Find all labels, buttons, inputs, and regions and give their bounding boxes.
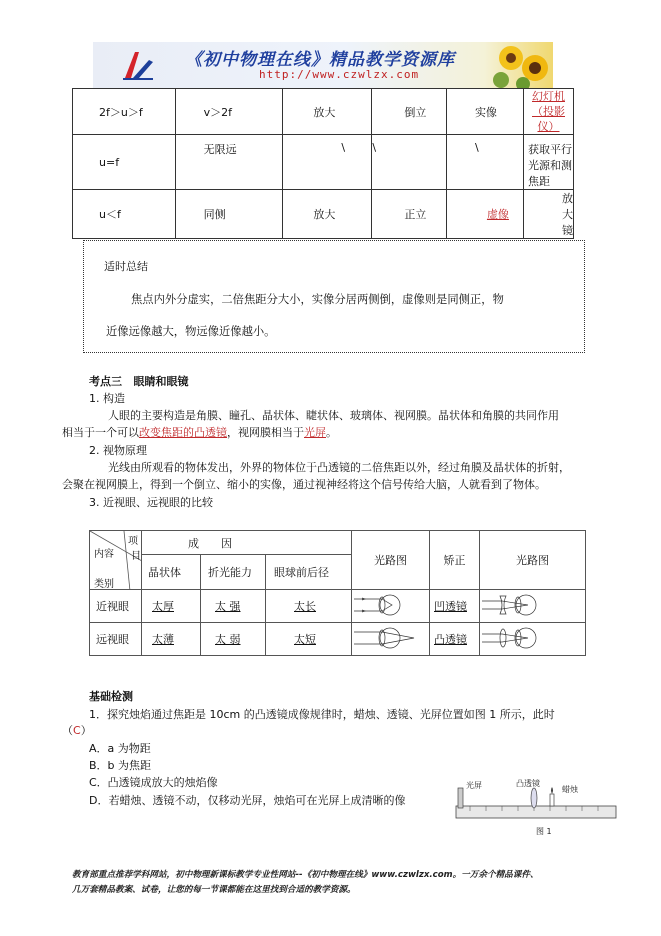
table-row [90,623,586,656]
table-cell [480,623,586,656]
figure-caption: 图 1 [536,827,552,836]
figure-label-screen: 光屏 [466,781,482,790]
answer-text: 太长 [294,600,316,613]
site-banner [93,42,553,88]
table-row [73,89,574,135]
header-cell: 晶状体 [142,555,201,590]
summary-line: 近像远像越大，物远像近像越小。 [106,325,276,338]
diagonal-header-cell [90,531,142,590]
table-cell: 近视眼 [90,590,142,623]
quiz-heading: 基础检测 [89,690,133,703]
option-b: B．b 为焦距 [89,759,152,772]
table-cell: 远视眼 [90,623,142,656]
answer-text: 凹透镜 [434,600,467,613]
table-cell: 获取平行光源和测焦距 [524,135,574,190]
answer-text: 光屏 [304,426,326,439]
figure-label-candle: 蜡烛 [562,785,578,794]
section-name: 眼睛和眼镜 [133,375,189,388]
table-cell: 正立 [372,190,447,239]
table-cell: 放大镜 [524,190,574,239]
header-cell: 成 因 [142,531,352,555]
figure-1 [450,778,620,838]
table-cell [352,590,430,623]
subheading: 1. 构造 [89,392,125,405]
footer-line: 几万套精品教案、试卷，让您的每一节课都能在这里找到合适的教学资源。 [72,885,356,895]
figure-label-lens: 凸透镜 [516,779,540,788]
answer-text: （投影仪） [532,105,565,133]
header-cell: 眼球前后径 [266,555,352,590]
banner-title: 《初中物理在线》精品教学资源库 [185,50,455,70]
lens-imaging-table [72,88,574,239]
label: 项 [128,536,138,547]
option-a: A．a 为物距 [89,742,151,755]
table-cell [480,590,586,623]
table-cell: 2f＞u＞f [73,89,176,135]
summary-line: 焦点内外分虚实，二倍焦距分大小，实像分居两侧倒，虚像则是同侧正，物 [131,293,504,306]
logo-icon [121,48,155,82]
answer-text: 太 强 [215,600,241,613]
table-cell: 实像 [446,89,523,135]
table-cell: \ [283,135,372,190]
sunflower-icon [491,44,551,88]
answer-text: C [73,724,81,737]
answer-text: 太薄 [152,633,174,646]
answer-line [62,722,92,738]
option-d: D．若蜡烛、透镜不动，仅移动光屏，烛焰可在光屏上成清晰的像 [89,794,406,807]
table-cell: \ [446,135,523,190]
text: ，视网膜相当于 [227,426,304,439]
table-cell: 放大 [283,190,372,239]
table-row [90,590,586,623]
paragraph-line [62,424,337,440]
table-cell [524,89,574,135]
hyperopia-ray-diagram [352,627,424,649]
eye-comparison-table [89,530,586,656]
table-row [90,531,586,555]
question-text: 1．探究烛焰通过焦距是 10cm 的凸透镜成像规律时，蜡烛、透镜、光屏位置如图 1 所示，此时 [89,708,555,721]
text: 。 [326,426,337,439]
answer-text: 凸透镜 [434,633,467,646]
header-cell: 光路图 [352,531,430,590]
myopia-ray-diagram [352,594,424,616]
table-cell: 同侧 [175,190,283,239]
section-number: 考点三 [89,375,122,388]
paragraph-line: 光线由所观看的物体发出，外界的物体位于凸透镜的二倍焦距以外，经过角膜及晶状体的折射， [108,461,570,474]
optical-bench-diagram [450,778,620,838]
header-cell: 矫正 [430,531,480,590]
page-footer [72,868,539,898]
answer-text: 虚像 [486,208,509,221]
bracket: （ [62,724,73,737]
table-cell: v＞2f [175,89,283,135]
table-cell: u=f [73,135,176,190]
banner-url[interactable]: http://www.czwlzx.com [259,68,420,81]
table-cell: u＜f [73,190,176,239]
header-cell: 折光能力 [201,555,266,590]
table-row [73,135,574,190]
section-title [89,373,189,389]
answer-text: 太短 [294,633,316,646]
table-cell [352,623,430,656]
hyperopia-corrected-ray-diagram [480,627,560,649]
table-cell: 放大 [283,89,372,135]
paragraph-line: 会聚在视网膜上，得到一个倒立、缩小的实像，通过视神经将这个信号传给大脑，人就看到了物体。 [62,478,546,491]
answer-text: 太 弱 [215,633,241,646]
table-cell: \ [372,135,447,190]
footer-line: 教育部重点推荐学科网站，初中物理新课标教学专业性网站--《初中物理在线》www.czwlzx.com。一万余个精品课件、 [72,870,539,880]
bracket: ） [80,724,92,737]
table-cell [446,190,523,239]
table-cell: 无限远 [175,135,283,190]
answer-text: 太厚 [152,600,174,613]
table-cell: 倒立 [372,89,447,135]
option-c: C．凸透镜成放大的烛焰像 [89,776,218,789]
answer-text: 幻灯机 [532,90,565,103]
header-cell: 光路图 [480,531,586,590]
label: 类别 [94,579,114,590]
subheading: 3. 近视眼、远视眼的比较 [89,496,213,509]
label: 目 [131,551,141,562]
table-row [73,190,574,239]
paragraph-line: 人眼的主要构造是角膜、瞳孔、晶状体、睫状体、玻璃体、视网膜。晶状体和角膜的共同作用 [108,409,559,422]
text: 相当于一个可以 [62,426,139,439]
subheading: 2. 视物原理 [89,444,147,457]
answer-text: 改变焦距的凸透镜 [139,426,227,439]
myopia-corrected-ray-diagram [480,594,560,616]
summary-heading: 适时总结 [104,260,148,273]
label: 内容 [94,549,114,560]
